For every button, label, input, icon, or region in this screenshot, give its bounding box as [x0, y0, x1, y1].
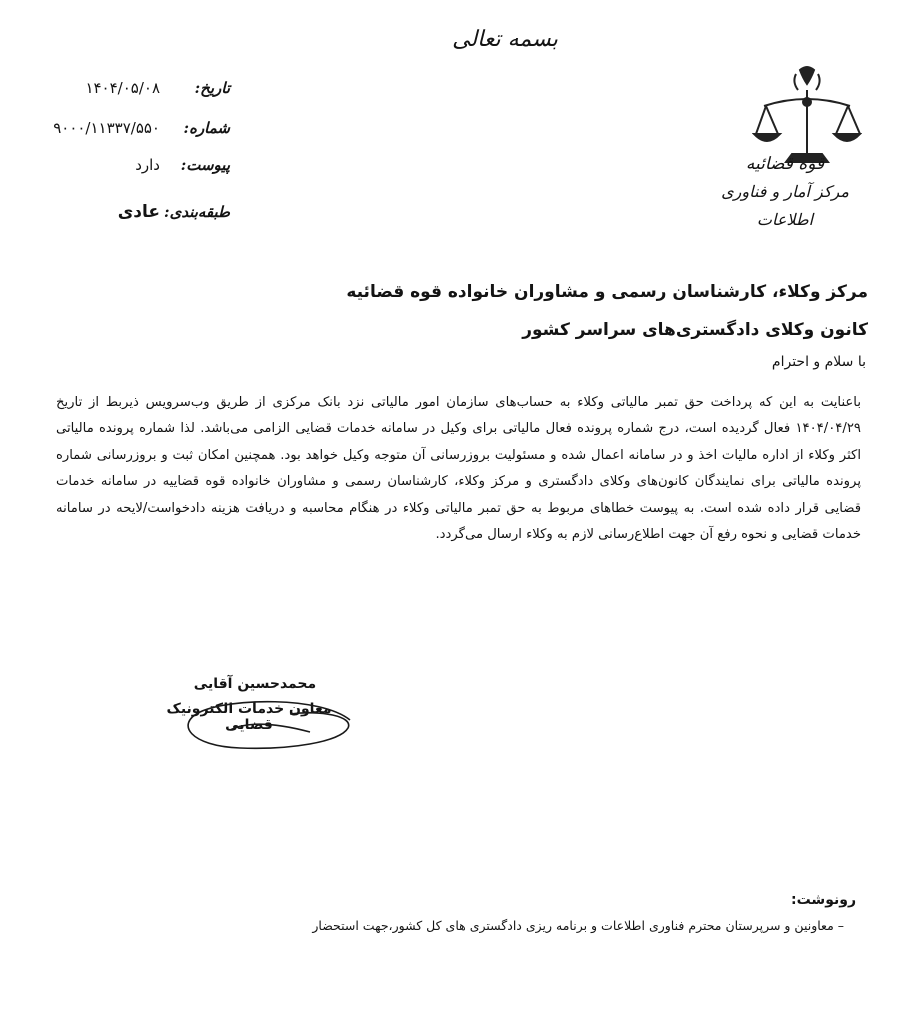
letter-body [56, 390, 861, 548]
classification-label: طبقه‌بندی: [164, 203, 230, 221]
attachment-value: دارد [135, 156, 160, 174]
issuer-center: مرکز آمار و فناوری اطلاعات [721, 182, 849, 229]
cc-title: رونوشت: [791, 892, 856, 908]
attachment-row [0, 151, 230, 179]
number-row [0, 114, 230, 142]
signatory-title: معاون خدمات الکترونیک قضایی [166, 701, 332, 733]
invocation-heading: بسمه تعالی [452, 27, 558, 52]
issuer-block [700, 150, 870, 230]
attachment-label: پیوست: [180, 156, 230, 174]
recipient-line-2: کانون وکلای دادگستری‌های سراسر کشور [522, 320, 868, 340]
recipient-line-1: مرکز وکلاء، کارشناسان رسمی و مشاوران خانواده قوه قضائیه [346, 282, 868, 302]
signatory-name: محمدحسین آقایی [193, 676, 317, 692]
greeting: با سلام و احترام [771, 354, 866, 370]
classification-value: عادی [117, 202, 160, 222]
number-value: ۹۰۰۰/۱۱۳۳۷/۵۵۰ [53, 119, 160, 137]
handwritten-signature [170, 690, 360, 760]
date-label: تاریخ: [194, 79, 230, 97]
body-paragraph: باعنایت به این که پرداخت حق تمبر مالیاتی وکلاء به حساب‌های سازمان امور مالیاتی نزد بانک مرکزی از طریق وب‌سرویس ذیربط از تاریخ ۱۴۰۴/۰۴/۲۹ فعال گردیده است، درج شماره پرونده فعال مالیاتی برای وکیل در سامانه خدمات قضایی الزامی می‌باشد. لذا شماره پرونده مالیاتی اکثر وکلاء از اداره مالیات اخذ و در سامانه اعمال شده و مسئولیت بروزرسانی آن متوجه وکیل خواهد بود. همچنین امکان ثبت و بروزرسانی شماره پرونده مالیاتی برای نمایندگان کانون‌های وکلای دادگستری و مرکز وکلاء، کارشناسان رسمی و مشاوران خانواده قوه قضاییه در سامانه خدمات قضایی قرار داده شده است. به پیوست خطاهای مربوط به حق تمبر مالیاتی وکلاء در هنگام محاسبه و دریافت هزینه دادخواست/لایحه در سامانه خدمات قضایی و نحوه رفع آن جهت اطلاع‌رسانی لازم به وکلاء ارسال می‌گردد. [56, 395, 861, 543]
classification-row [0, 198, 230, 226]
cc-line: – معاونین و سرپرستان محترم فناوری اطلاعات و برنامه ریزی دادگستری های کل کشور،جهت استحضار [312, 918, 844, 933]
date-row [0, 74, 230, 102]
date-value: ۱۴۰۴/۰۵/۰۸ [85, 79, 160, 97]
number-label: شماره: [183, 119, 230, 137]
issuer-judiciary: قوه قضائیه [745, 154, 825, 174]
